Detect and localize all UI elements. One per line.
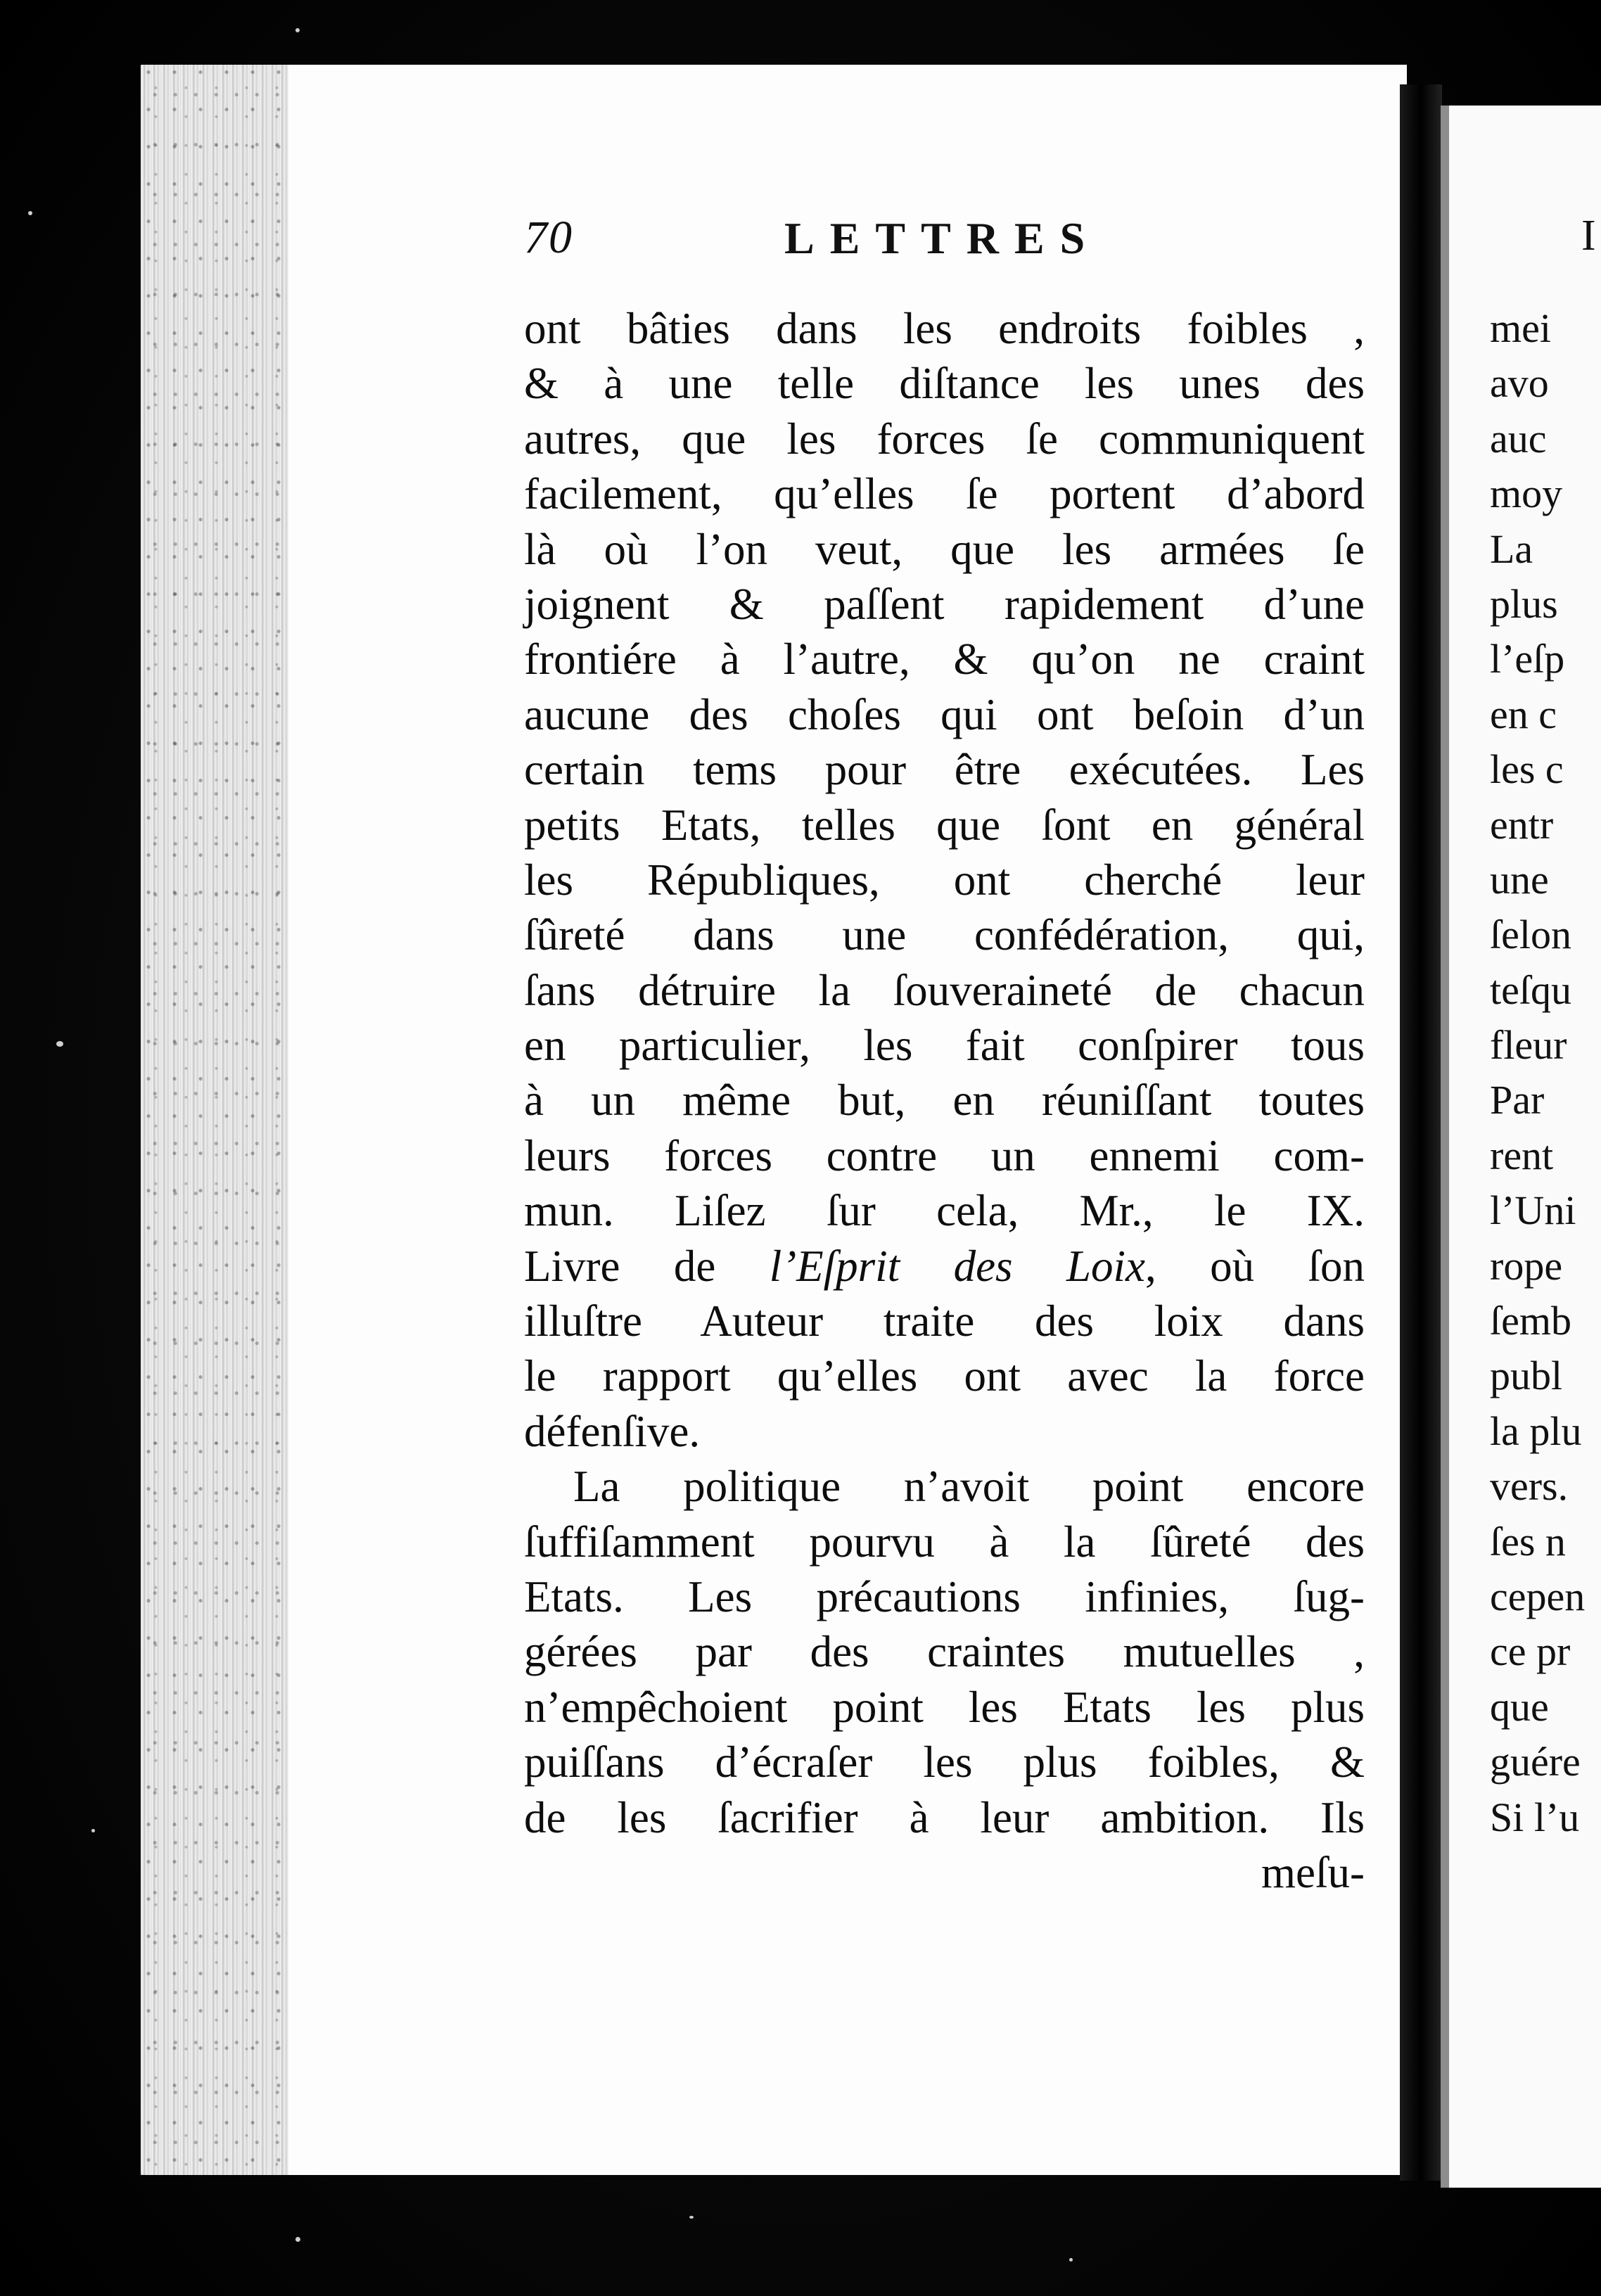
text-fragment: ſelon [1490, 912, 1571, 958]
text-fragment: avo [1490, 360, 1549, 407]
text-fragment: les c [1490, 746, 1564, 793]
book-title: l’Eſprit des Loix [769, 1241, 1145, 1291]
text-fragment: guére [1490, 1739, 1581, 1785]
right-page-text [1490, 301, 1601, 1849]
dust-speck [689, 2216, 694, 2219]
text-fragment: mei [1490, 305, 1551, 351]
text-fragment: plus [1490, 580, 1558, 627]
text-line: frontiére à l’autre, & qu’on ne craint [524, 634, 1365, 684]
text-line-with-title [524, 1239, 1365, 1294]
dust-speck [1069, 2258, 1073, 2262]
text-fragment: La [1490, 525, 1533, 572]
paragraph-end-line: défenſive. [524, 1406, 701, 1456]
text-line: ont bâties dans les endroits foibles , [524, 304, 1365, 353]
dust-speck [91, 1829, 95, 1832]
text-line: aucune des choſes qui ont beſoin d’un [524, 689, 1365, 739]
text-fragment: teſqu [1490, 967, 1571, 1013]
running-title: LETTRES [784, 213, 1101, 263]
text-fragment: que [1490, 1683, 1549, 1730]
text-fragment: fleur [1490, 1022, 1567, 1069]
text-line: La politique n’avoit point encore [573, 1462, 1365, 1512]
text-line: petits Etats, telles que ſont en général [524, 800, 1365, 850]
text-line: certain tems pour être exécutées. Les [524, 745, 1365, 795]
text-line: illuſtre Auteur traite des loix dans [524, 1296, 1365, 1346]
dust-speck [28, 211, 32, 215]
text-line: ſans détruire la ſouveraineté de chacun [524, 965, 1365, 1015]
text-fragment: rope [1490, 1242, 1563, 1289]
text-line: & à une telle diſtance les unes des [524, 359, 1365, 409]
text-line: facilement, qu’elles ſe portent d’abord [524, 469, 1365, 519]
text-line: mun. Liſez ſur cela, Mr., le IX. [524, 1186, 1365, 1236]
right-page-folio: I [1581, 212, 1596, 260]
dust-speck [295, 2237, 300, 2242]
text-fragment: ſes n [1490, 1518, 1566, 1564]
book-gutter [1400, 84, 1442, 2181]
text-line: ſûreté dans une confédération, qui, [524, 910, 1365, 960]
text-line: les Républiques, ont cherché leur [524, 855, 1365, 905]
text-fragment: vers. [1490, 1463, 1569, 1510]
text-fragment: la plu [1490, 1408, 1582, 1454]
text-fragment: Si l’u [1490, 1794, 1580, 1840]
text-line: n’empêchoient point les Etats les plus [524, 1682, 1365, 1732]
text-line: en particulier, les fait conſpirer tous [524, 1021, 1365, 1071]
page-number: 70 [524, 212, 573, 263]
text-line: ſuffiſamment pourvu à la ſûreté des [524, 1517, 1365, 1567]
text-fragment: Par [1490, 1077, 1545, 1123]
text-fragment: auc [1490, 415, 1547, 461]
text-line: de les ſacrifier à leur ambition. Ils [524, 1792, 1365, 1842]
page-edges [141, 65, 288, 2175]
text-line: autres, que les forces ſe communiquent [524, 414, 1365, 464]
text-line: leurs forces contre un ennemi com- [524, 1130, 1365, 1180]
text-line: puiſſans d’écraſer les plus foibles, & [524, 1737, 1365, 1787]
text-fragment: cepen [1490, 1573, 1586, 1619]
text-line: à un même but, en réuniſſant toutes [524, 1076, 1365, 1125]
text-fragment: rent [1490, 1132, 1554, 1178]
text-line: gérées par des craintes mutuelles , [524, 1627, 1365, 1677]
text-line: Etats. Les précautions infinies, ſug- [524, 1571, 1365, 1621]
dust-speck [56, 1041, 63, 1047]
text-fragment: en c [1490, 691, 1557, 737]
text-line: là où l’on veut, que les armées ſe [524, 524, 1365, 574]
text-fragment: entr [1490, 801, 1554, 848]
page-text [524, 301, 1365, 1900]
text-fragment: moy [1490, 471, 1563, 517]
text-fragment: ce pr [1490, 1628, 1571, 1675]
text-fragment: l’eſp [1490, 636, 1565, 682]
text-line: joignent & paſſent rapidement d’une [524, 579, 1365, 629]
text-line: le rapport qu’elles ont avec la force [524, 1351, 1365, 1401]
text-run: , où ſon [1144, 1241, 1365, 1291]
text-fragment: publ [1490, 1353, 1563, 1399]
text-fragment: l’Uni [1490, 1187, 1576, 1234]
text-fragment: ſemb [1490, 1298, 1571, 1344]
running-head [524, 211, 1365, 267]
catchword: meſu- [1261, 1847, 1365, 1897]
text-fragment: une [1490, 856, 1549, 903]
dust-speck [295, 28, 300, 32]
text-run: Livre de [524, 1241, 770, 1291]
